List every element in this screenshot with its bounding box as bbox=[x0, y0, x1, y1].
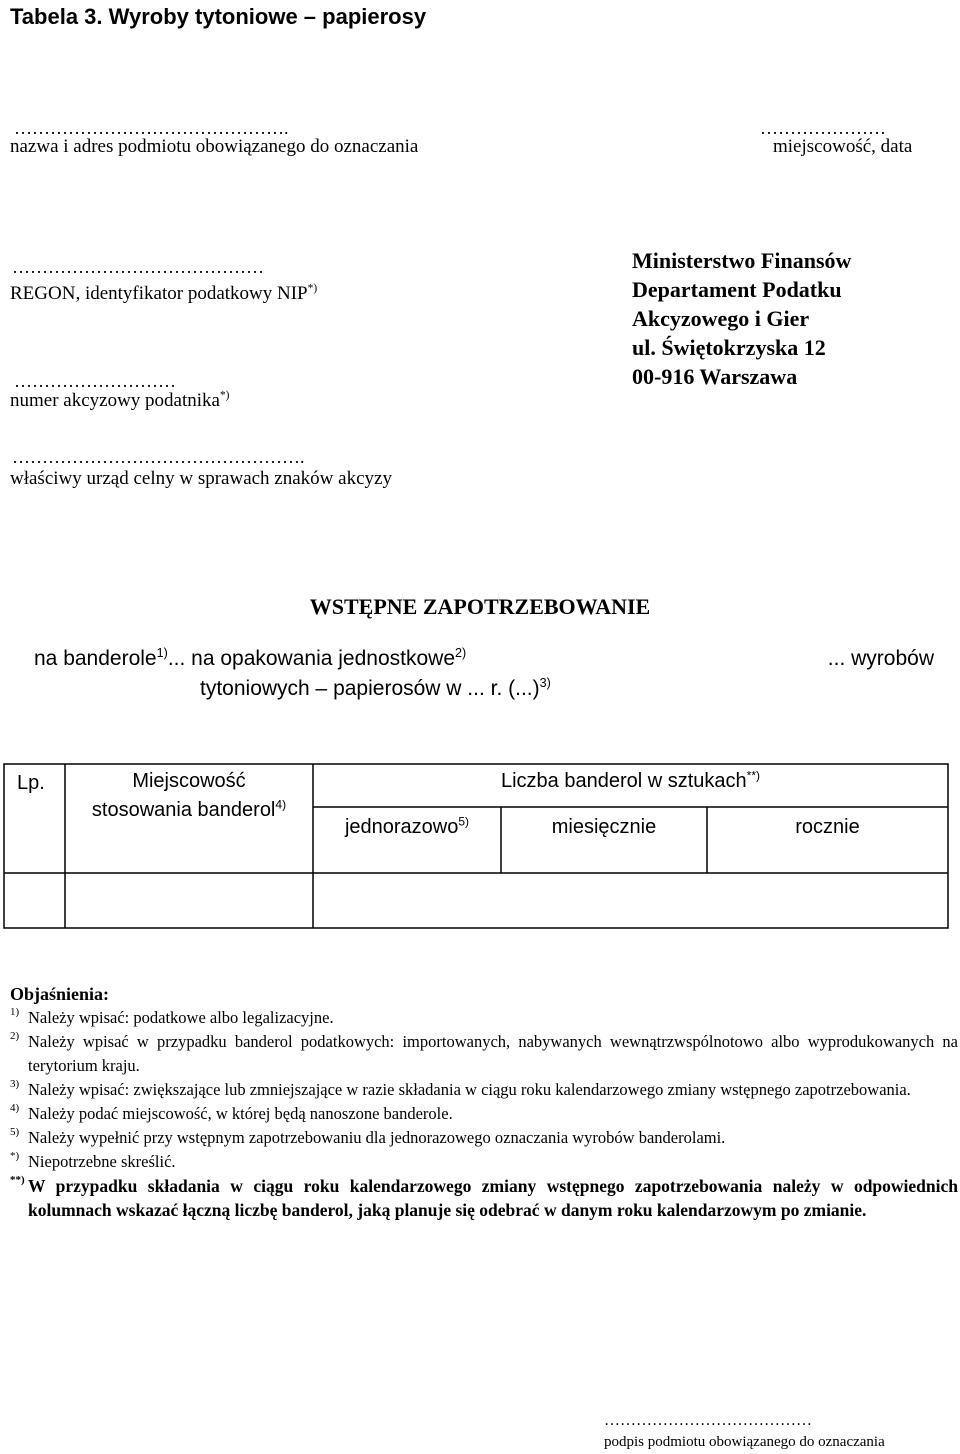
entity-label: nazwa i adres podmiotu obowiązanego do oznaczania bbox=[10, 136, 419, 157]
regon-label: REGON, identyfikator podatkowy NIP*) bbox=[10, 282, 318, 304]
excise-dots: ……………………… bbox=[14, 371, 176, 391]
page-title: Tabela 3. Wyroby tytoniowe – papierosy bbox=[10, 4, 427, 29]
note-item: 5) Należy wypełnić przy wstępnym zapotrzebowaniu dla jednorazowego oznaczania wyrobów banderolami. bbox=[10, 1126, 726, 1147]
recipient-line: ul. Świętokrzyska 12 bbox=[632, 335, 826, 360]
request-line-1: na banderole$^{1)}$... na opakowania jednostkowe$^{2)}$ ... wyrobów bbox=[34, 646, 934, 670]
excise-label: numer akcyzowy podatnika*) bbox=[10, 389, 230, 411]
column-header-yearly: rocznie bbox=[795, 816, 860, 838]
recipient-line: Akcyzowego i Gier bbox=[632, 306, 810, 331]
note-item: 2) Należy wpisać w przypadku banderol podatkowych: importowanych, nabywanych wewnątrzwspólnotowo albo wyprodukowanych na terytorium kraju. bbox=[10, 1030, 958, 1075]
column-header-place-line2: stosowania banderol$^{4)}$ bbox=[91, 797, 287, 821]
column-header-once: jednorazowo$^{5)}$ bbox=[344, 814, 470, 838]
note-item: **) W przypadku składania w ciągu roku kalendarzowego zmiany wstępnego zapotrzebowania należy w odpowiednich kolumnach wskazać łączną liczbę banderol, jaką planuje się odebrać w danym roku kalendarzowym po zmianie. bbox=[10, 1174, 958, 1220]
requirements-table bbox=[3, 763, 949, 929]
note-item: *) Niepotrzebne skreślić. bbox=[10, 1150, 176, 1171]
column-header-place-line1: Miejscowość bbox=[132, 770, 246, 792]
note-item: 1) Należy wpisać: podatkowe albo legalizacyjne. bbox=[10, 1006, 334, 1027]
note-item: 3) Należy wpisać: zwiększające lub zmniejszające w razie składania w ciągu roku kalendarzowego zmiany wstępnego zapotrzebowania. bbox=[10, 1078, 911, 1099]
office-dots: …………………………………………. bbox=[12, 447, 305, 467]
signature-dots: ………………………………… bbox=[604, 1412, 812, 1429]
recipient-line: Departament Podatku bbox=[632, 277, 842, 302]
column-header-count: Liczba banderol w sztukach**) bbox=[500, 768, 761, 792]
explanations-title: Objaśnienia: bbox=[10, 984, 110, 1004]
column-header-monthly: miesięcznie bbox=[551, 816, 657, 838]
recipient-line: 00-916 Warszawa bbox=[632, 364, 798, 389]
regon-dots: …………………………………… bbox=[12, 257, 264, 277]
entity-dots: ………………………………………. bbox=[14, 118, 289, 138]
recipient-address bbox=[632, 246, 851, 391]
place-label: miejscowość, data bbox=[773, 136, 913, 157]
office-label: właściwy urząd celny w sprawach znaków akcyzy bbox=[10, 468, 392, 489]
signature-label: podpis podmiotu obowiązanego do oznaczania bbox=[604, 1434, 885, 1450]
place-dots: ………………… bbox=[760, 118, 886, 138]
explanations bbox=[10, 982, 958, 1222]
request-line-2: tytoniowych – papierosów w ... r. (...)$^{3)}$ bbox=[200, 676, 551, 700]
column-header-lp: Lp. bbox=[17, 772, 45, 794]
form-heading: WSTĘPNE ZAPOTRZEBOWANIE bbox=[309, 594, 651, 619]
recipient-line: Ministerstwo Finansów bbox=[632, 248, 852, 273]
note-item: 4) Należy podać miejscowość, w której będą nanoszone banderole. bbox=[10, 1102, 453, 1123]
